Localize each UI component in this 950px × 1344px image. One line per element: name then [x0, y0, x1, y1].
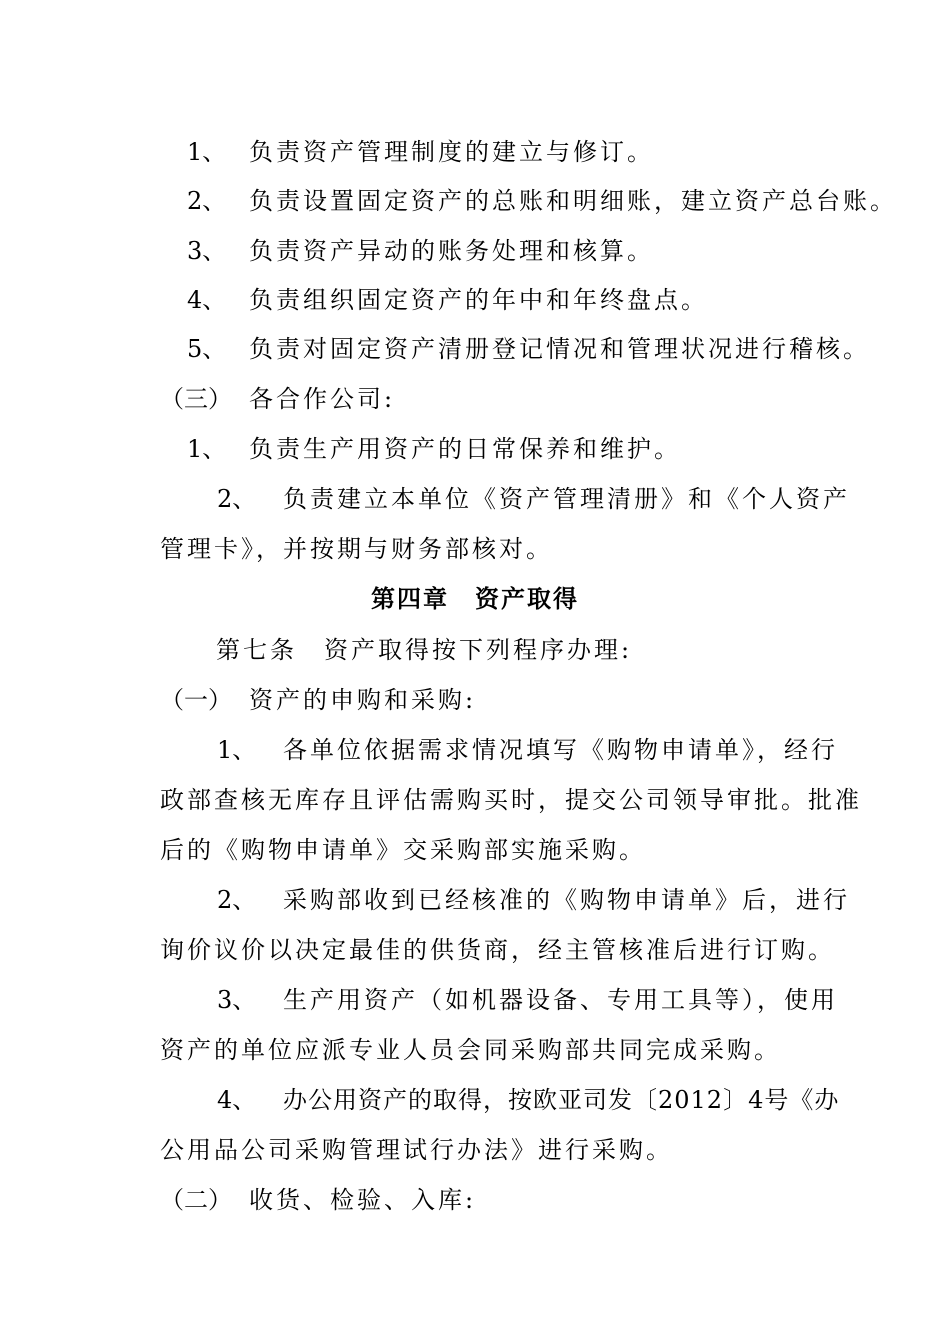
item-text: 负责设置固定资产的总账和明细账，建立资产总台账。: [249, 187, 897, 215]
procurement-item-2: [217, 882, 850, 918]
item-number: 2、: [217, 886, 257, 914]
item-number: 3、: [187, 237, 227, 265]
partner-item-2: [217, 481, 850, 517]
subsection-1-heading: [160, 682, 476, 718]
procurement-item-4: [217, 1082, 839, 1118]
section-title: 资产的申购和采购:: [249, 686, 477, 714]
procurement-item-2-cont: 询价议价以决定最佳的供货商，经主管核准后进行订购。: [160, 936, 835, 964]
item-text: 各单位依据需求情况填写《购物申请单》，经行: [283, 736, 838, 764]
duty-item-4: [187, 282, 708, 318]
item-text: 采购部收到已经核准的《购物申请单》后，进行: [283, 886, 850, 914]
subsection-2-heading: [160, 1182, 476, 1218]
duty-item-2: [187, 183, 897, 219]
article-7: 第七条 资产取得按下列程序办理:: [216, 636, 633, 664]
item-number: 3、: [217, 986, 257, 1014]
item-text: 管理卡》，并按期与财务部核对。: [160, 535, 553, 563]
procurement-item-3-cont: 资产的单位应派专业人员会同采购部共同完成采购。: [160, 1036, 781, 1064]
section-number: （三）: [160, 385, 232, 413]
duty-item-1: [187, 134, 654, 170]
section-3-heading: [160, 381, 395, 417]
section-number: （二）: [160, 1186, 232, 1214]
item-number: 1、: [217, 736, 257, 764]
item-number: 5、: [187, 335, 227, 363]
partner-item-2-cont: [160, 531, 553, 567]
section-title: 各合作公司:: [249, 385, 396, 413]
section-title: 收货、检验、入库:: [249, 1186, 477, 1214]
item-text: 生产用资产（如机器设备、专用工具等），使用: [283, 986, 838, 1014]
procurement-item-1: [217, 732, 838, 768]
item-number: 1、: [187, 435, 227, 463]
item-text: 负责生产用资产的日常保养和维护。: [249, 435, 681, 463]
procurement-item-3: [217, 982, 838, 1018]
procurement-item-4-cont: 公用品公司采购管理试行办法》进行采购。: [160, 1136, 673, 1164]
item-text: 负责资产异动的账务处理和核算。: [249, 237, 654, 265]
item-text: 负责对固定资产清册登记情况和管理状况进行稽核。: [249, 335, 870, 363]
duty-item-3: [187, 233, 654, 269]
item-number: 2、: [217, 485, 257, 513]
section-number: （一）: [160, 686, 232, 714]
item-number: 4、: [187, 286, 227, 314]
item-text: 负责建立本单位《资产管理清册》和《个人资产: [283, 485, 850, 513]
item-text: 负责资产管理制度的建立与修订。: [249, 138, 654, 166]
item-number: 4、: [217, 1086, 257, 1114]
procurement-item-1-cont: 政部查核无库存且评估需购买时，提交公司领导审批。批准: [160, 786, 862, 814]
procurement-item-1-cont2: 后的《购物申请单》交采购部实施采购。: [160, 836, 646, 864]
duty-item-5: [187, 331, 870, 367]
item-number: 1、: [187, 138, 227, 166]
item-number: 2、: [187, 187, 227, 215]
chapter-title: 第四章 资产取得: [371, 584, 579, 613]
partner-item-1: [187, 431, 681, 467]
item-text: 负责组织固定资产的年中和年终盘点。: [249, 286, 708, 314]
item-text: 办公用资产的取得，按欧亚司发〔2012〕4号《办: [283, 1086, 840, 1114]
